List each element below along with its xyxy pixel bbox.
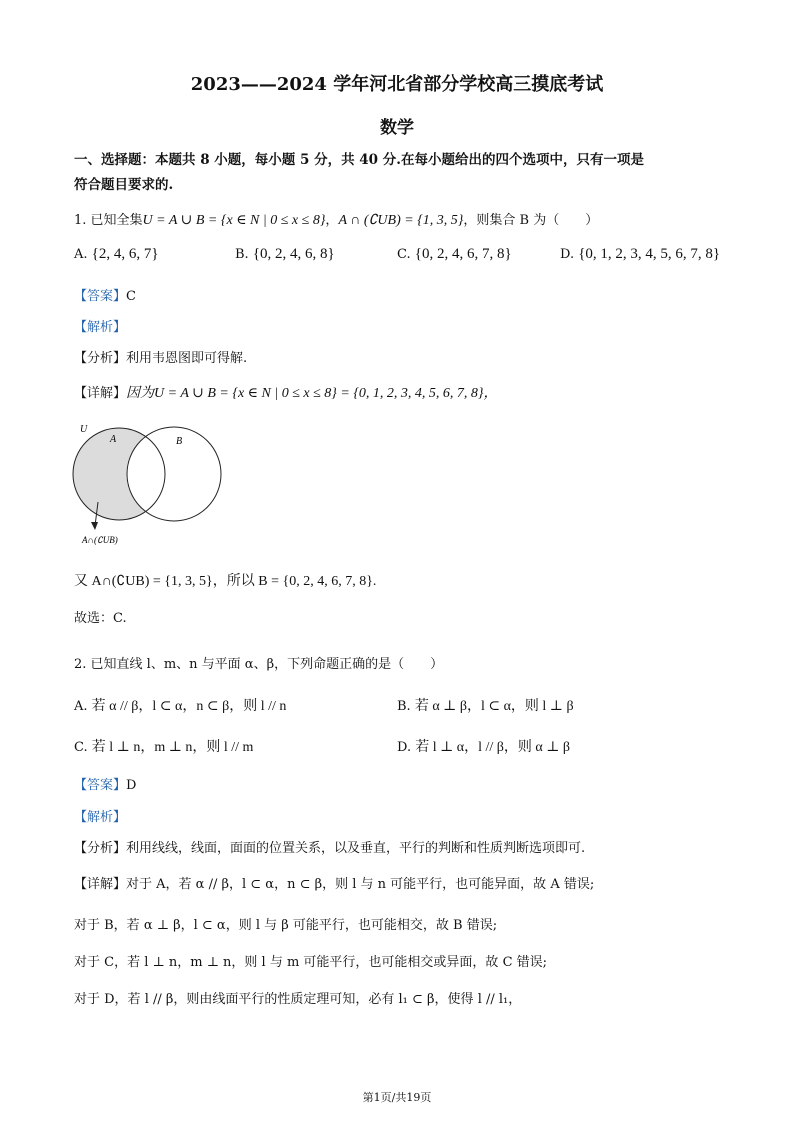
q2-option-c bbox=[74, 736, 253, 756]
q2-option-b-text: 若 α ⊥ β，l ⊂ α，则 l ⊥ β bbox=[414, 699, 574, 714]
q1-detail-tag: 【详解】 bbox=[74, 386, 127, 401]
subject-title: 数学 bbox=[380, 118, 414, 138]
q1-option-b-letter: B. bbox=[235, 247, 249, 262]
q1-option-a bbox=[74, 246, 159, 263]
q1-option-a-letter: A. bbox=[74, 247, 88, 262]
q1-option-b-text: {0, 2, 4, 6, 8} bbox=[252, 246, 335, 262]
q2-analysis-tag: 【解析】 bbox=[74, 810, 127, 825]
q2-detail-a: 对于 A，若 α // β，l ⊂ α，n ⊂ β，则 l 与 n 可能平行，也可能异面，故 A 错误; bbox=[126, 877, 595, 892]
q1-option-c bbox=[397, 246, 512, 263]
q1-conclusion bbox=[74, 570, 376, 590]
q2-detail-tag: 【详解】 bbox=[74, 877, 127, 892]
q1-stem bbox=[74, 209, 598, 229]
q1-option-d-letter: D. bbox=[560, 247, 575, 262]
q1-option-d bbox=[560, 246, 720, 263]
q2-stem: 2. 已知直线 l、m、n 与平面 α、β，下列命题正确的是（ ） bbox=[74, 657, 444, 672]
q2-option-a bbox=[74, 695, 286, 715]
section-heading-line1: 一、选择题：本题共 8 小题，每小题 5 分，共 40 分.在每小题给出的四个选项中，只有一项是 bbox=[74, 152, 644, 168]
q2-answer-value: D bbox=[126, 778, 137, 793]
venn-label-b: B bbox=[176, 436, 183, 447]
q1-answer-tag: 【答案】 bbox=[74, 289, 127, 304]
q1-stem-suffix: ，则集合 B 为（ ） bbox=[463, 213, 599, 228]
q1-stem-cond: A ∩ (∁UB) = {1, 3, 5} bbox=[338, 213, 464, 228]
q1-answer bbox=[74, 285, 136, 304]
q1-fenxi-text: 利用韦恩图即可得解. bbox=[126, 351, 248, 366]
q1-option-c-text: {0, 2, 4, 6, 7, 8} bbox=[414, 246, 512, 262]
q2-option-b bbox=[397, 695, 574, 715]
q1-stem-set: U = A ∪ B = {x ∈ N | 0 ≤ x ≤ 8} bbox=[142, 213, 326, 228]
venn-pointer-arrow bbox=[91, 522, 98, 530]
page-title: 2023——2024 学年河北省部分学校高三摸底考试 bbox=[190, 74, 604, 95]
venn-diagram bbox=[72, 418, 232, 550]
q2-fenxi bbox=[74, 837, 585, 856]
q1-stem-prefix: 1. 已知全集 bbox=[74, 213, 143, 228]
venn-label-u: U bbox=[80, 424, 88, 435]
q2-option-a-letter: A. bbox=[74, 699, 88, 714]
q2-fenxi-text: 利用线线，线面，面面的位置关系，以及垂直，平行的判断和性质判断选项即可. bbox=[126, 841, 586, 856]
q1-analysis-tag: 【解析】 bbox=[74, 320, 127, 335]
q2-detail-d-line: 对于 D，若 l // β，则由线面平行的性质定理可知，必有 l₁ ⊂ β，使得 l // l₁， bbox=[74, 992, 522, 1007]
q1-conclusion-text: 又 A∩(∁UB) = {1, 3, 5}，所以 B = {0, 2, 4, 6, 7, 8}. bbox=[74, 574, 377, 589]
section-heading-line2: 符合题目要求的. bbox=[74, 177, 174, 193]
q1-detail bbox=[74, 382, 498, 402]
q1-detail-text: 因为U = A ∪ B = {x ∈ N | 0 ≤ x ≤ 8} = {0, 1, 2, 3, 4, 5, 6, 7, 8}， bbox=[126, 386, 498, 401]
q2-detail bbox=[74, 873, 594, 892]
q1-choose: 故选：C. bbox=[74, 611, 127, 626]
q1-fenxi bbox=[74, 347, 247, 366]
q2-option-d-text: 若 l ⊥ α，l // β，则 α ⊥ β bbox=[415, 740, 571, 755]
q2-answer bbox=[74, 774, 136, 793]
q1-stem-sep: ， bbox=[325, 213, 339, 228]
q1-option-d-text: {0, 1, 2, 3, 4, 5, 6, 7, 8} bbox=[578, 246, 721, 262]
q2-option-d bbox=[397, 736, 570, 756]
page-number: 第1页/共19页 bbox=[362, 1091, 432, 1104]
q2-option-c-text: 若 l ⊥ n，m ⊥ n，则 l // m bbox=[91, 740, 254, 755]
q2-option-b-letter: B. bbox=[397, 699, 411, 714]
q2-detail-c-line: 对于 C，若 l ⊥ n，m ⊥ n，则 l 与 m 可能平行，也可能相交或异面，故 C 错误; bbox=[74, 955, 548, 970]
q2-option-a-text: 若 α // β，l ⊂ α，n ⊂ β，则 l // n bbox=[91, 699, 287, 714]
q1-option-b bbox=[235, 246, 335, 263]
q1-answer-value: C bbox=[126, 289, 136, 304]
q2-option-d-letter: D. bbox=[397, 740, 412, 755]
q2-answer-tag: 【答案】 bbox=[74, 778, 127, 793]
venn-label-a: A bbox=[110, 434, 117, 445]
q2-fenxi-tag: 【分析】 bbox=[74, 841, 127, 856]
q1-fenxi-tag: 【分析】 bbox=[74, 351, 127, 366]
q2-detail-b-line: 对于 B，若 α ⊥ β，l ⊂ α，则 l 与 β 可能平行，也可能相交，故 B 错误; bbox=[74, 918, 498, 933]
q2-option-c-letter: C. bbox=[74, 740, 88, 755]
venn-caption: A∩(∁UB) bbox=[82, 535, 118, 545]
q1-option-c-letter: C. bbox=[397, 247, 411, 262]
q1-option-a-text: {2, 4, 6, 7} bbox=[91, 246, 159, 262]
